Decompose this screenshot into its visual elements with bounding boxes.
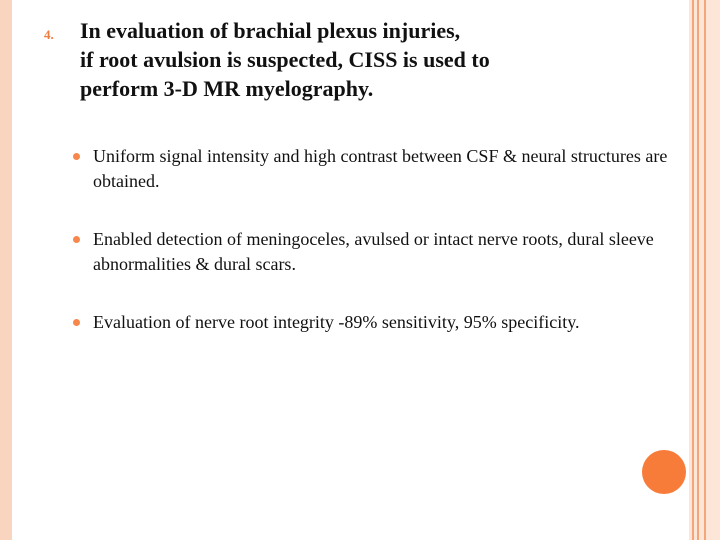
decorative-circle <box>642 450 686 494</box>
bullet-dot-icon <box>73 236 80 243</box>
bullet-dot-icon <box>73 319 80 326</box>
bullet-list <box>72 144 677 368</box>
bullet-text: Uniform signal intensity and high contrast between CSF & neural structures are obtained. <box>93 146 668 191</box>
heading-line: In evaluation of brachial plexus injuries, <box>80 18 461 43</box>
bullet-dot-icon <box>73 153 80 160</box>
bullet-text: Enabled detection of meningoceles, avulsed or intact nerve roots, dural sleeve abnormalities & dural scars. <box>93 229 654 274</box>
border-stripe <box>697 0 699 540</box>
heading-line: perform 3-D MR myelography. <box>80 76 374 101</box>
bullet-item <box>72 227 677 277</box>
bullet-item <box>72 144 677 194</box>
border-stripe <box>704 0 706 540</box>
right-border-decoration <box>689 0 720 540</box>
heading-text <box>80 16 664 103</box>
border-stripe <box>692 0 694 540</box>
bullet-item <box>72 310 677 335</box>
bullet-text: Evaluation of nerve root integrity -89% sensitivity, 95% specificity. <box>93 312 580 332</box>
slide-heading <box>44 16 664 103</box>
heading-line: if root avulsion is suspected, CISS is used to <box>80 47 490 72</box>
left-border-decoration <box>0 0 12 540</box>
item-number: 4. <box>44 27 54 42</box>
